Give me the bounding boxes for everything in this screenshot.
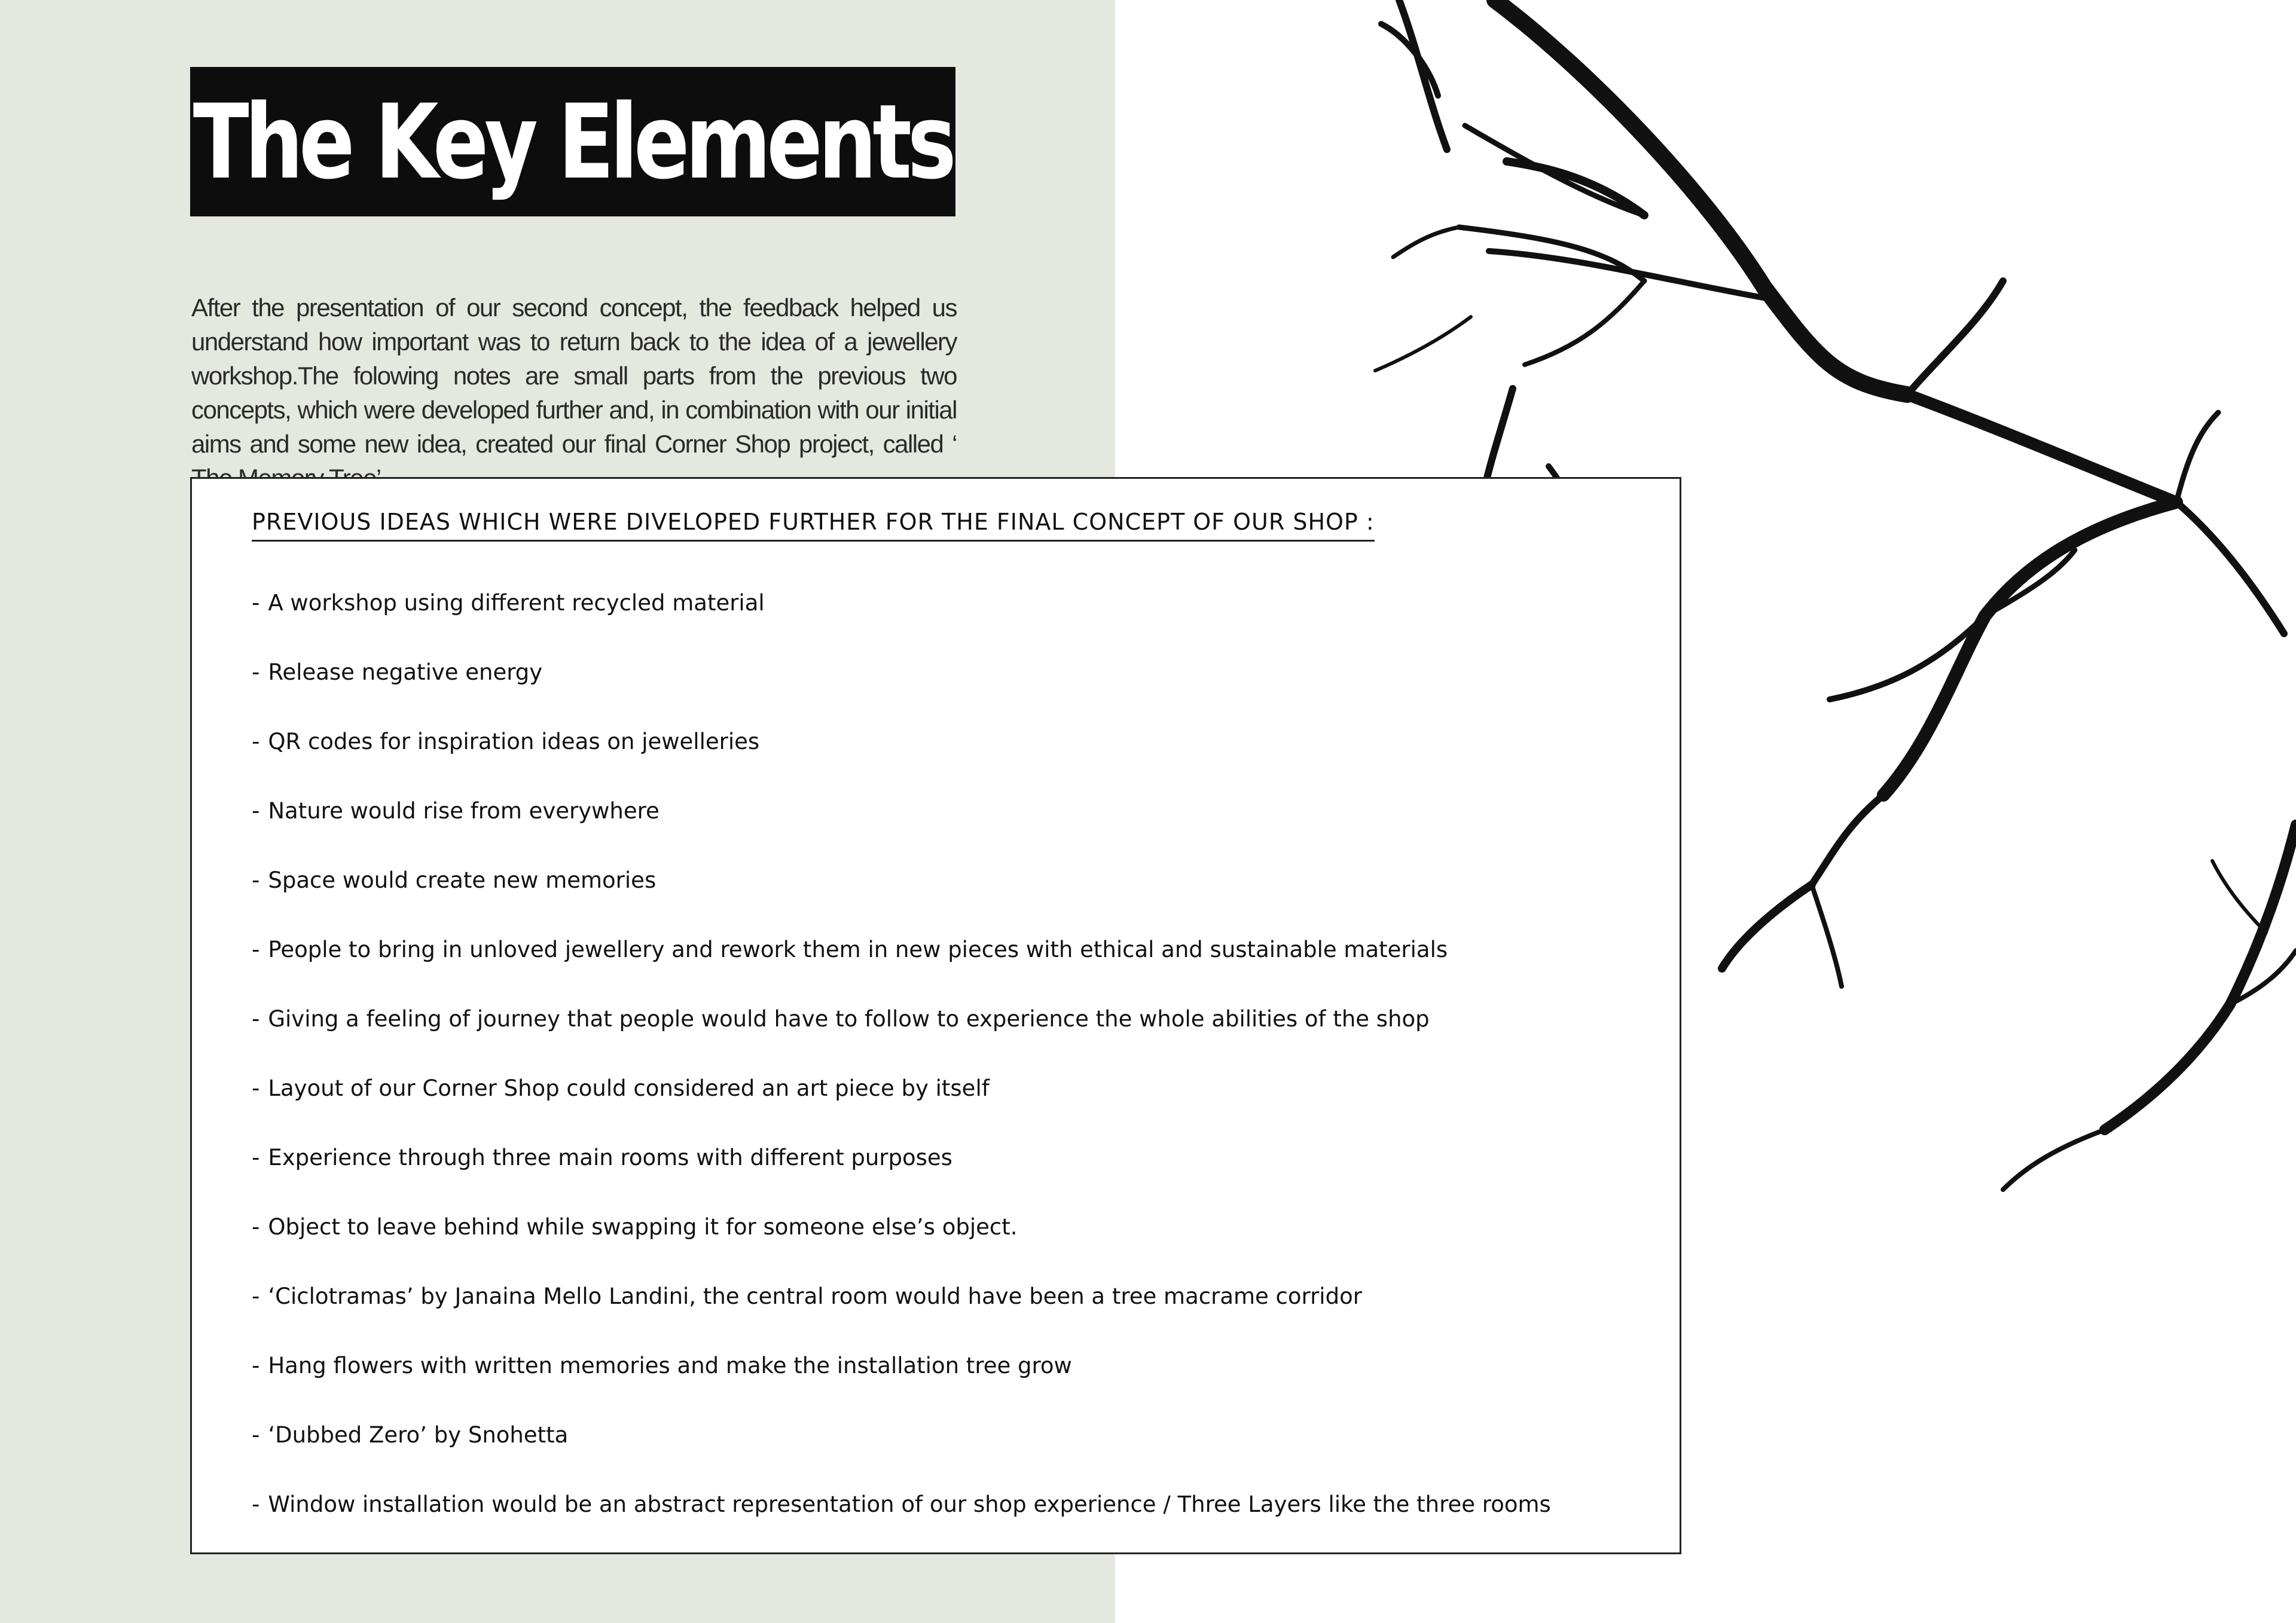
list-item-text: ‘Dubbed Zero’ by Snohetta: [268, 1422, 569, 1448]
intro-paragraph: After the presentation of our second concept, the feedback helped us understand how important was to return back to the idea of a jewellery workshop.The folowing notes are small parts from the previous two concepts, which were developed further and, in combination with our initial aims and some new idea, created our final Corner Shop project, called ‘: [191, 294, 957, 458]
notes-heading: PREVIOUS IDEAS WHICH WERE DIVELOPED FURTHER FOR THE FINAL CONCEPT OF OUR SHOP :: [252, 509, 1375, 542]
list-item-text: Window installation would be an abstract representation of our shop experience / Three Layers like the three rooms: [268, 1491, 1551, 1517]
notes-panel: [190, 477, 1681, 1554]
bullet-dash: -: [252, 1353, 260, 1379]
bullet-dash: -: [252, 729, 260, 754]
list-item: [252, 1071, 1551, 1140]
bullet-dash: -: [252, 937, 260, 962]
bullet-dash: -: [252, 867, 260, 893]
list-item: [252, 1140, 1551, 1209]
list-item: [252, 932, 1551, 1001]
page-title: The Key Elements: [193, 81, 952, 202]
bullet-dash: -: [252, 1491, 260, 1517]
list-item: [252, 1487, 1551, 1556]
list-item-text: Layout of our Corner Shop could considered an art piece by itself: [268, 1075, 990, 1101]
list-item-text: People to bring in unloved jewellery and rework them in new pieces with ethical and sustainable materials: [268, 937, 1448, 962]
list-item-text: Nature would rise from everywhere: [268, 798, 660, 824]
list-item: [252, 1348, 1551, 1417]
list-item: [252, 724, 1551, 793]
list-item: [252, 655, 1551, 724]
bullet-dash: -: [252, 1422, 260, 1448]
list-item: [252, 1001, 1551, 1071]
list-item: [252, 1417, 1551, 1487]
bullet-dash: -: [252, 1283, 260, 1309]
list-item-text: ‘Ciclotramas’ by Janaina Mello Landini, the central room would have been a tree macrame corridor: [268, 1283, 1362, 1309]
bullet-dash: -: [252, 1214, 260, 1240]
bullet-dash: -: [252, 1075, 260, 1101]
bullet-dash: -: [252, 659, 260, 685]
list-item-text: Release negative energy: [268, 659, 543, 685]
bullet-dash: -: [252, 798, 260, 824]
bullet-dash: -: [252, 1145, 260, 1170]
bullet-dash: -: [252, 1006, 260, 1032]
list-item: [252, 1279, 1551, 1348]
list-item-text: Object to leave behind while swapping it for someone else’s object.: [268, 1214, 1018, 1240]
list-item-text: A workshop using different recycled material: [268, 590, 765, 616]
bullet-dash: -: [252, 590, 260, 616]
title-banner: [190, 67, 955, 216]
list-item: [252, 863, 1551, 932]
list-item-text: Hang flowers with written memories and make the installation tree grow: [268, 1353, 1072, 1379]
list-item-text: Space would create new memories: [268, 867, 657, 893]
list-item-text: Giving a feeling of journey that people would have to follow to experience the whole abilities of the shop: [268, 1006, 1430, 1032]
notes-list: [252, 585, 1551, 1556]
list-item-text: QR codes for inspiration ideas on jewelleries: [268, 729, 760, 754]
list-item: [252, 793, 1551, 863]
list-item: [252, 585, 1551, 655]
list-item-text: Experience through three main rooms with different purposes: [268, 1145, 952, 1170]
list-item: [252, 1209, 1551, 1279]
